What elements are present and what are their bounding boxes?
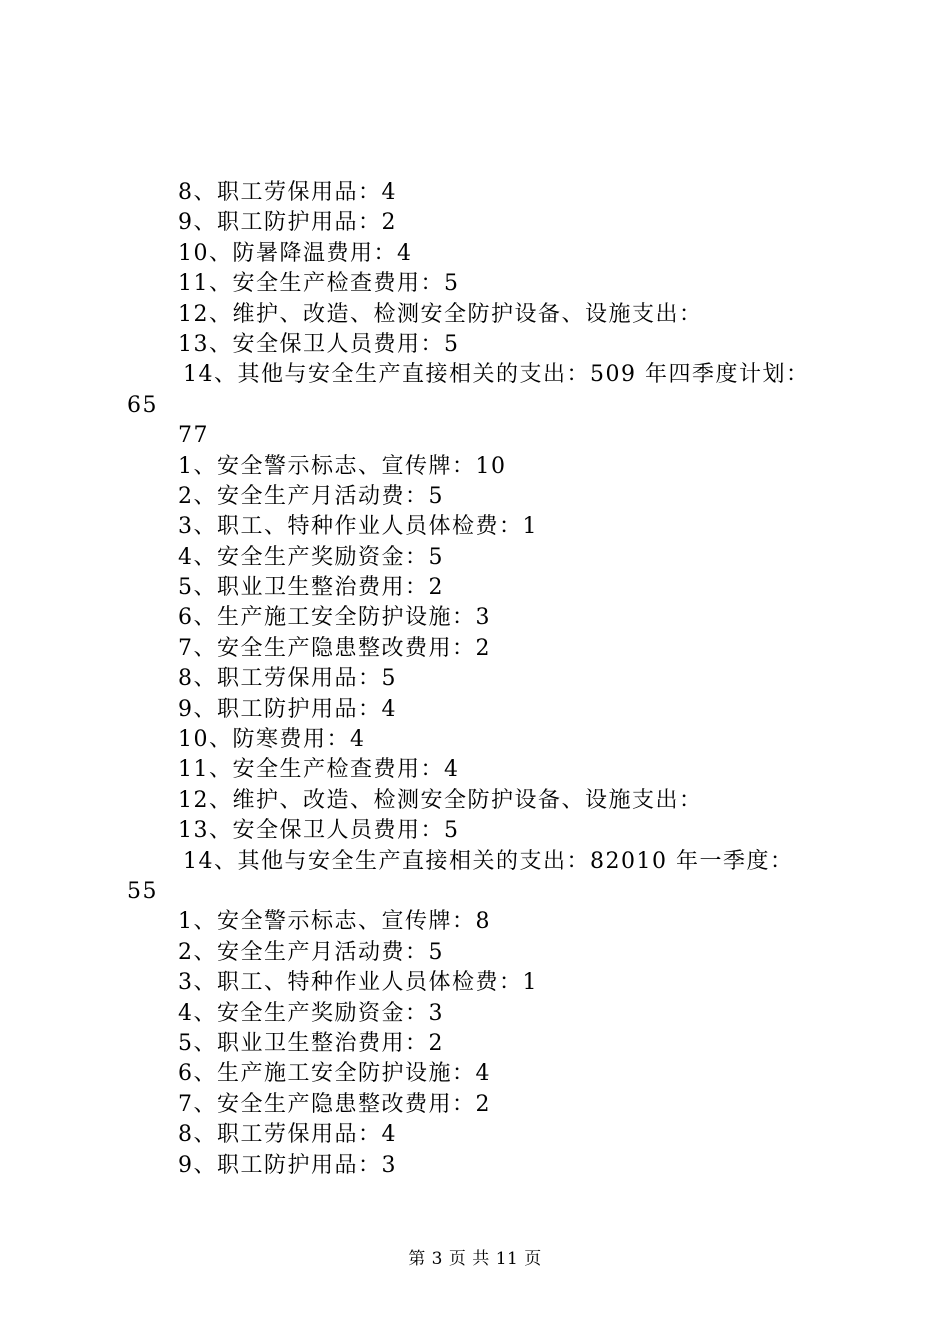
page-footer: 第 3 页 共 11 页 — [408, 1249, 542, 1269]
document-line: 11、安全生产检查费用：4 — [178, 757, 460, 783]
document-line: 65 — [127, 392, 158, 418]
document-line: 2、安全生产月活动费：5 — [178, 483, 444, 509]
document-line: 1、安全警示标志、宣传牌：10 — [178, 453, 507, 479]
document-line: 7、安全生产隐患整改费用：2 — [178, 635, 491, 661]
document-line: 6、生产施工安全防护设施：4 — [178, 1061, 491, 1087]
document-line: 9、职工防护用品：3 — [178, 1152, 397, 1178]
document-line: 9、职工防护用品：4 — [178, 696, 397, 722]
document-line: 4、安全生产奖励资金：3 — [178, 1000, 444, 1026]
document-line: 10、防暑降温费用：4 — [178, 240, 413, 266]
document-line: 6、生产施工安全防护设施：3 — [178, 605, 491, 631]
document-line: 12、维护、改造、检测安全防护设备、设施支出： — [178, 787, 703, 813]
document-line: 3、职工、特种作业人员体检费：1 — [178, 514, 538, 540]
document-line: 5、职业卫生整治费用：2 — [178, 1030, 444, 1056]
document-line: 4、安全生产奖励资金：5 — [178, 544, 444, 570]
document-line: 13、安全保卫人员费用：5 — [178, 331, 460, 357]
document-line: 8、职工劳保用品：4 — [178, 180, 397, 205]
document-line: 9、职工防护用品：2 — [178, 210, 397, 236]
document-body — [0, 178, 950, 1181]
document-line: 8、职工劳保用品：4 — [178, 1122, 397, 1148]
document-line: 2、安全生产月活动费：5 — [178, 939, 444, 965]
document-line: 10、防寒费用：4 — [178, 727, 366, 753]
document-line: 55 — [127, 878, 158, 904]
document-line: 3、职工、特种作业人员体检费：1 — [178, 970, 538, 996]
document-line: 1、安全警示标志、宣传牌：8 — [178, 909, 491, 935]
document-line: 13、安全保卫人员费用：5 — [178, 818, 460, 844]
document-line: 77 — [178, 423, 209, 449]
document-line: 5、职业卫生整治费用：2 — [178, 575, 444, 601]
document-line: 12、维护、改造、检测安全防护设备、设施支出： — [178, 301, 703, 327]
document-line: 14、其他与安全生产直接相关的支出：509 年四季度计划： — [183, 362, 810, 388]
document-line: 8、职工劳保用品：5 — [178, 666, 397, 692]
document-line: 7、安全生产隐患整改费用：2 — [178, 1091, 491, 1117]
document-line: 14、其他与安全生产直接相关的支出：82010 年一季度： — [183, 848, 794, 874]
document-line: 11、安全生产检查费用：5 — [178, 271, 460, 297]
